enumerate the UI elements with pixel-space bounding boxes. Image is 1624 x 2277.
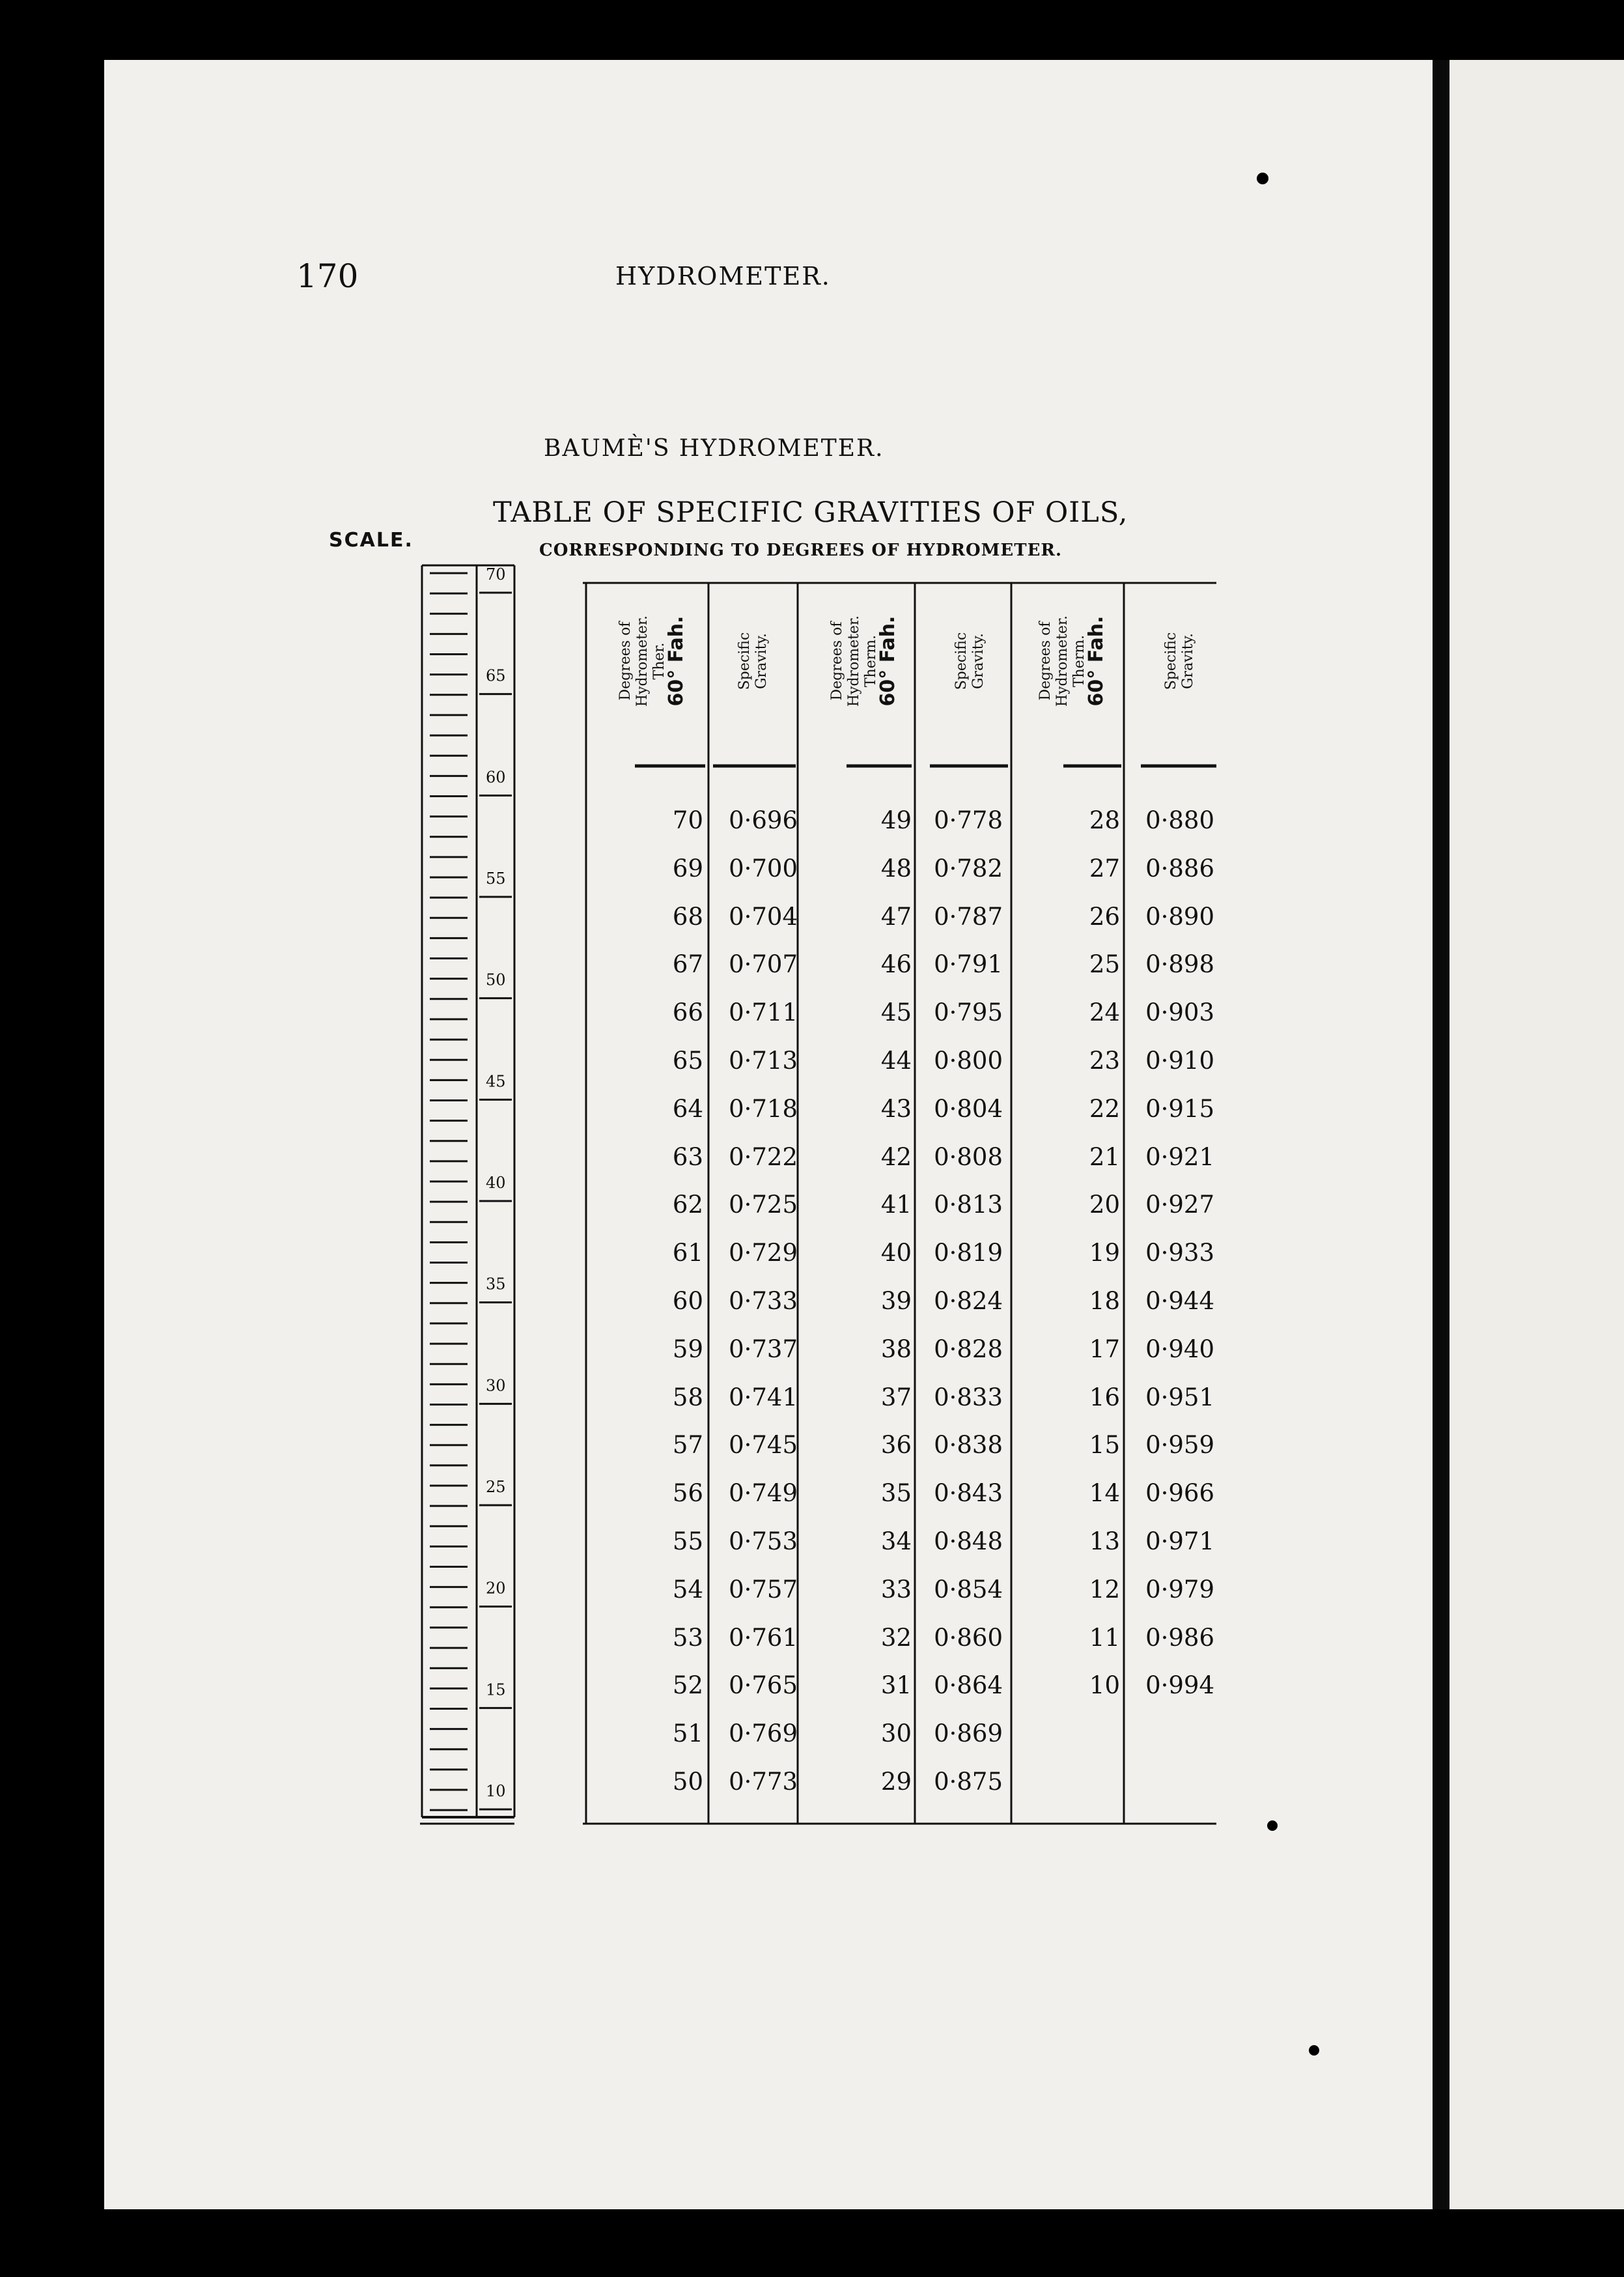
gravity-cell: 0·787 (934, 902, 1003, 931)
gravity-header-2 (953, 576, 987, 746)
scale-mark-label: 20 (486, 1579, 506, 1598)
gravity-cell: 0·994 (1145, 1671, 1214, 1700)
degree-cell: 60 (672, 1287, 703, 1315)
gravity-cell: 0·791 (934, 950, 1003, 979)
gravity-cell: 0·737 (729, 1335, 798, 1363)
degree-cell: 42 (880, 1142, 912, 1171)
gravity-cell: 0·713 (729, 1047, 798, 1075)
gravity-cell: 0·824 (934, 1287, 1003, 1315)
degree-cell: 49 (880, 806, 912, 834)
gravity-cell: 0·890 (1145, 902, 1214, 931)
gravity-cell: 0·875 (934, 1768, 1003, 1796)
degree-cell: 57 (672, 1431, 703, 1460)
degree-cell: 28 (1089, 806, 1120, 834)
scale-mark-label: 60 (486, 768, 506, 787)
header-line: Therm. (1071, 634, 1087, 688)
gravity-cell: 0·986 (1145, 1623, 1214, 1652)
gravity-cell: 0·804 (934, 1094, 1003, 1123)
degree-cell: 19 (1089, 1239, 1120, 1267)
header-temperature: 60° Fah. (665, 615, 688, 707)
gravity-cell: 0·729 (729, 1239, 798, 1267)
header-temperature: 60° Fah. (1085, 615, 1108, 707)
gravity-cell: 0·933 (1145, 1239, 1214, 1267)
header-line: Specific (736, 632, 753, 690)
gravity-cell: 0·761 (729, 1623, 798, 1652)
gravity-cell: 0·819 (934, 1239, 1003, 1267)
gravity-cell: 0·880 (1145, 806, 1214, 834)
degree-cell: 43 (880, 1094, 912, 1123)
scale-mark-label: 10 (486, 1782, 506, 1800)
degree-cell: 50 (672, 1768, 703, 1796)
gravity-cell: 0·795 (934, 998, 1003, 1027)
gravity-cell: 0·722 (729, 1142, 798, 1171)
degree-cell: 32 (880, 1623, 912, 1652)
degree-cell: 52 (672, 1671, 703, 1700)
gravity-cell: 0·813 (934, 1191, 1003, 1219)
degree-cell: 29 (880, 1768, 912, 1796)
degree-cell: 45 (880, 998, 912, 1027)
degree-cell: 40 (880, 1239, 912, 1267)
gravity-cell: 0·848 (934, 1527, 1003, 1555)
table-title: TABLE OF SPECIFIC GRAVITIES OF OILS, (493, 496, 1128, 529)
gravity-cell: 0·864 (934, 1671, 1003, 1700)
degree-cell: 58 (672, 1383, 703, 1411)
gravity-cell: 0·833 (934, 1383, 1003, 1411)
gravity-cell: 0·765 (729, 1671, 798, 1700)
header-line: Therm. (863, 634, 879, 688)
header-line: Gravity. (753, 633, 770, 690)
gravity-cell: 0·704 (729, 902, 798, 931)
header-temperature: 60° Fah. (876, 615, 899, 707)
degree-cell: 15 (1089, 1431, 1120, 1460)
gravity-cell: 0·778 (934, 806, 1003, 834)
degree-cell: 24 (1089, 998, 1120, 1027)
gravity-cell: 0·910 (1145, 1047, 1214, 1075)
degree-cell: 53 (672, 1623, 703, 1652)
gravity-header-1 (736, 576, 770, 746)
page-number: 170 (296, 257, 359, 295)
gravity-cell: 0·753 (729, 1527, 798, 1555)
gravity-cell: 0·971 (1145, 1527, 1214, 1555)
header-line: Hydrometer. (846, 615, 862, 707)
gravity-cell: 0·707 (729, 950, 798, 979)
degree-cell: 11 (1089, 1623, 1120, 1652)
gravity-cell: 0·903 (1145, 998, 1214, 1027)
degree-cell: 17 (1089, 1335, 1120, 1363)
header-line: Hydrometer. (634, 615, 651, 707)
gravity-cell: 0·854 (934, 1575, 1003, 1604)
gravity-cell: 0·898 (1145, 950, 1214, 979)
degrees-header-2 (829, 576, 897, 746)
degree-cell: 70 (672, 806, 703, 834)
gravity-cell: 0·696 (729, 806, 798, 834)
gravity-cell: 0·773 (729, 1768, 798, 1796)
degree-cell: 59 (672, 1335, 703, 1363)
scale-mark-label: 40 (486, 1174, 506, 1192)
degree-cell: 47 (880, 902, 912, 931)
degree-cell: 30 (880, 1719, 912, 1748)
ink-speck (1257, 173, 1268, 184)
gravity-cell: 0·886 (1145, 854, 1214, 883)
header-line: Specific (953, 632, 970, 690)
section-title: BAUMÈ'S HYDROMETER. (544, 435, 884, 462)
degree-cell: 10 (1089, 1671, 1120, 1700)
header-line: Gravity. (970, 633, 987, 690)
degree-cell: 46 (880, 950, 912, 979)
degree-cell: 38 (880, 1335, 912, 1363)
gravity-cell: 0·745 (729, 1431, 798, 1460)
degree-cell: 33 (880, 1575, 912, 1604)
degree-cell: 48 (880, 854, 912, 883)
degree-cell: 12 (1089, 1575, 1120, 1604)
gravity-cell: 0·915 (1145, 1094, 1214, 1123)
gravity-cell: 0·711 (729, 998, 798, 1027)
gravity-cell: 0·860 (934, 1623, 1003, 1652)
degree-cell: 25 (1089, 950, 1120, 979)
gravity-cell: 0·951 (1145, 1383, 1214, 1411)
header-line: Degrees of (829, 621, 845, 701)
header-line: Degrees of (1037, 621, 1054, 701)
degree-cell: 56 (672, 1479, 703, 1508)
gravity-cell: 0·725 (729, 1191, 798, 1219)
degree-cell: 34 (880, 1527, 912, 1555)
running-head: HYDROMETER. (615, 262, 831, 290)
header-line: Specific (1163, 632, 1179, 690)
degree-cell: 39 (880, 1287, 912, 1315)
scale-label: SCALE. (329, 529, 413, 552)
scale-mark-label: 25 (486, 1478, 506, 1496)
gravity-cell: 0·808 (934, 1142, 1003, 1171)
degree-cell: 64 (672, 1094, 703, 1123)
table-subtitle: CORRESPONDING TO DEGREES OF HYDROMETER. (539, 541, 1063, 560)
degree-cell: 13 (1089, 1527, 1120, 1555)
header-line: Ther. (651, 642, 667, 680)
gravity-cell: 0·741 (729, 1383, 798, 1411)
gravity-cell: 0·828 (934, 1335, 1003, 1363)
degree-cell: 62 (672, 1191, 703, 1219)
header-line: Gravity. (1180, 633, 1196, 690)
gravity-cell: 0·927 (1145, 1191, 1214, 1219)
gravity-cell: 0·749 (729, 1479, 798, 1508)
gravity-cell: 0·843 (934, 1479, 1003, 1508)
degree-cell: 22 (1089, 1094, 1120, 1123)
degree-cell: 35 (880, 1479, 912, 1508)
gravity-cell: 0·733 (729, 1287, 798, 1315)
gravity-cell: 0·869 (934, 1719, 1003, 1748)
scale-mark-label: 55 (486, 870, 506, 888)
scale-mark-label: 15 (486, 1680, 506, 1699)
gravity-cell: 0·959 (1145, 1431, 1214, 1460)
degree-cell: 23 (1089, 1047, 1120, 1075)
gravity-cell: 0·979 (1145, 1575, 1214, 1604)
degrees-header-3 (1037, 576, 1108, 746)
degree-cell: 26 (1089, 902, 1120, 931)
degree-cell: 65 (672, 1047, 703, 1075)
degree-cell: 67 (672, 950, 703, 979)
degree-cell: 21 (1089, 1142, 1120, 1171)
gravity-header-3 (1163, 576, 1197, 746)
scale-mark-label: 50 (486, 970, 506, 989)
ink-speck (1309, 2045, 1319, 2056)
gravity-cell: 0·700 (729, 854, 798, 883)
degree-cell: 69 (672, 854, 703, 883)
degree-cell: 14 (1089, 1479, 1120, 1508)
degree-cell: 20 (1089, 1191, 1120, 1219)
degree-cell: 63 (672, 1142, 703, 1171)
degrees-header-1 (617, 576, 688, 746)
header-line: Hydrometer. (1054, 615, 1071, 707)
degree-cell: 41 (880, 1191, 912, 1219)
scale-mark-label: 35 (486, 1275, 506, 1294)
gravity-cell: 0·966 (1145, 1479, 1214, 1508)
gravity-cell: 0·757 (729, 1575, 798, 1604)
gravity-cell: 0·718 (729, 1094, 798, 1123)
degree-cell: 27 (1089, 854, 1120, 883)
degree-cell: 61 (672, 1239, 703, 1267)
degree-cell: 66 (672, 998, 703, 1027)
header-line: Degrees of (617, 621, 634, 701)
gravity-cell: 0·944 (1145, 1287, 1214, 1315)
gravity-cell: 0·940 (1145, 1335, 1214, 1363)
scale-mark-label: 65 (486, 666, 506, 685)
degree-cell: 16 (1089, 1383, 1120, 1411)
degree-cell: 54 (672, 1575, 703, 1604)
ink-speck (1267, 1820, 1278, 1831)
gravity-cell: 0·800 (934, 1047, 1003, 1075)
gravity-cell: 0·769 (729, 1719, 798, 1748)
degree-cell: 51 (672, 1719, 703, 1748)
scale-mark-label: 70 (486, 565, 506, 584)
degree-cell: 18 (1089, 1287, 1120, 1315)
scale-mark-label: 45 (486, 1072, 506, 1091)
gravity-cell: 0·838 (934, 1431, 1003, 1460)
degree-cell: 36 (880, 1431, 912, 1460)
gravity-cell: 0·782 (934, 854, 1003, 883)
scale-mark-label: 30 (486, 1376, 506, 1395)
degree-cell: 37 (880, 1383, 912, 1411)
degree-cell: 68 (672, 902, 703, 931)
degree-cell: 55 (672, 1527, 703, 1555)
degree-cell: 44 (880, 1047, 912, 1075)
gravity-cell: 0·921 (1145, 1142, 1214, 1171)
degree-cell: 31 (880, 1671, 912, 1700)
